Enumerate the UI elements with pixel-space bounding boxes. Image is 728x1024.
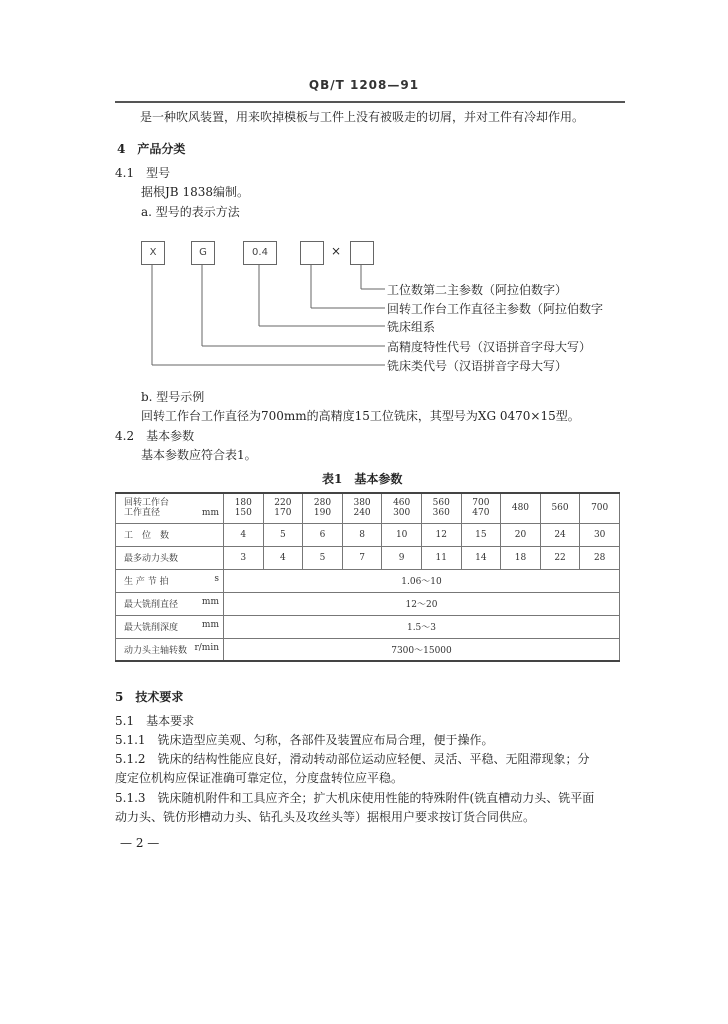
legend-stations: 工位数第二主参数（阿拉伯数字）: [387, 283, 568, 297]
table-cell: 11: [421, 546, 461, 569]
table-cell: 9: [382, 546, 422, 569]
table-row-label: 最大铣削深度 mm: [116, 615, 224, 638]
table-cell: 460 300: [382, 493, 422, 523]
section-5-1-2-line1: 5.1.2 铣床的结构性能应良好，滑动转动部位运动应轻便、灵活、平稳、无阻滞现象；分: [115, 752, 590, 766]
legend-group: 铣床组系: [387, 320, 436, 334]
model-example-text: 回转工作台工作直径为700mm的高精度15工位铣床，其型号为XG 0470×15型。: [141, 409, 580, 423]
table-cell: 24: [540, 523, 580, 546]
section-5-heading: 5 技术要求: [115, 690, 184, 704]
standard-code-header: QB/T 1208—91: [308, 78, 420, 92]
table-cell: 380 240: [342, 493, 382, 523]
table-cell: 700 470: [461, 493, 501, 523]
table-row-stations: [116, 523, 620, 546]
table-cell: 15: [461, 523, 501, 546]
section-4-1-text: 据根JB 1838编制。: [141, 185, 249, 199]
table-row-spindle-speed: [116, 638, 620, 661]
section-5-1-heading: 5.1 基本要求: [115, 714, 195, 728]
times-sign: ×: [331, 244, 342, 258]
table-row-label: 最多动力头数: [116, 546, 224, 569]
page-number: — 2 —: [120, 836, 160, 850]
table-cell: 18: [501, 546, 541, 569]
section-5-1-3-line1: 5.1.3 铣床随机附件和工具应齐全；扩大机床使用性能的特殊附件(铣直槽动力头、铣平面: [115, 791, 595, 805]
table-cell: 5: [263, 523, 303, 546]
table-cell-merged: 1.5～3: [224, 615, 620, 638]
table-cell: 28: [580, 546, 620, 569]
table-cell: 6: [303, 523, 343, 546]
table-cell: 20: [501, 523, 541, 546]
table-row-label: 工 位 数: [116, 523, 224, 546]
table-cell: 7: [342, 546, 382, 569]
table-cell: 8: [342, 523, 382, 546]
table-cell: 480: [501, 493, 541, 523]
table-cell: 560: [540, 493, 580, 523]
table-cell-merged: 7300～15000: [224, 638, 620, 661]
table-cell: 10: [382, 523, 422, 546]
table-caption: 表1 基本参数: [322, 472, 403, 486]
section-5-1-2-line2: 度定位机构应保证准确可靠定位，分度盘转位应平稳。: [115, 771, 404, 785]
table-row-power-heads: [116, 546, 620, 569]
table-cell: 180 150: [224, 493, 264, 523]
table-header-label: 回转工作台 工作直径 mm: [116, 493, 224, 523]
table-cell: 220 170: [263, 493, 303, 523]
table-cell: 3: [224, 546, 264, 569]
section-4-1-heading: 4.1 型号: [115, 166, 171, 180]
table-cell: 560 360: [421, 493, 461, 523]
section-4-2-heading: 4.2 基本参数: [115, 429, 195, 443]
model-box-precision: G: [191, 241, 215, 265]
model-representation-label: a. 型号的表示方法: [141, 205, 240, 219]
model-box-class: X: [141, 241, 165, 265]
table-cell: 4: [263, 546, 303, 569]
table-cell: 12: [421, 523, 461, 546]
table-cell: 30: [580, 523, 620, 546]
legend-precision: 高精度特性代号（汉语拼音字母大写）: [387, 340, 592, 354]
table-cell-merged: 1.06～10: [224, 569, 620, 592]
legend-class: 铣床类代号（汉语拼音字母大写）: [387, 359, 568, 373]
table-cell-merged: 12～20: [224, 592, 620, 615]
table-row-cycle-time: [116, 569, 620, 592]
model-box-group: 0.4: [243, 241, 277, 265]
legend-diameter: 回转工作台工作直径主参数（阿拉伯数字: [387, 302, 604, 316]
section-5-1-3-line2: 动力头、铣仿形槽动力头、钻孔头及攻丝头等）据根用户要求按订货合同供应。: [115, 810, 536, 824]
table-cell: 700: [580, 493, 620, 523]
table-cell: 280 190: [303, 493, 343, 523]
table-cell: 4: [224, 523, 264, 546]
section-4-2-text: 基本参数应符合表1。: [141, 448, 257, 462]
table-cell: 22: [540, 546, 580, 569]
model-example-label: b. 型号示例: [141, 390, 205, 404]
table-row-label: 生 产 节 拍 s: [116, 569, 224, 592]
table-row-label: 最大铣削直径 mm: [116, 592, 224, 615]
table-cell: 5: [303, 546, 343, 569]
basic-parameters-table: [115, 492, 620, 662]
section-4-heading: 4 产品分类: [117, 142, 186, 156]
intro-line: 是一种吹风装置，用来吹掉模板与工件上没有被吸走的切屑，并对工件有冷却作用。: [140, 110, 585, 124]
table-row-max-diameter: [116, 592, 620, 615]
table-row-max-depth: [116, 615, 620, 638]
table-cell: 14: [461, 546, 501, 569]
table-row-label: 动力头主轴转数 r/min: [116, 638, 224, 661]
table-row-diameter: [116, 493, 620, 523]
section-5-1-1: 5.1.1 铣床造型应美观、匀称，各部件及装置应布局合理，便于操作。: [115, 733, 494, 747]
